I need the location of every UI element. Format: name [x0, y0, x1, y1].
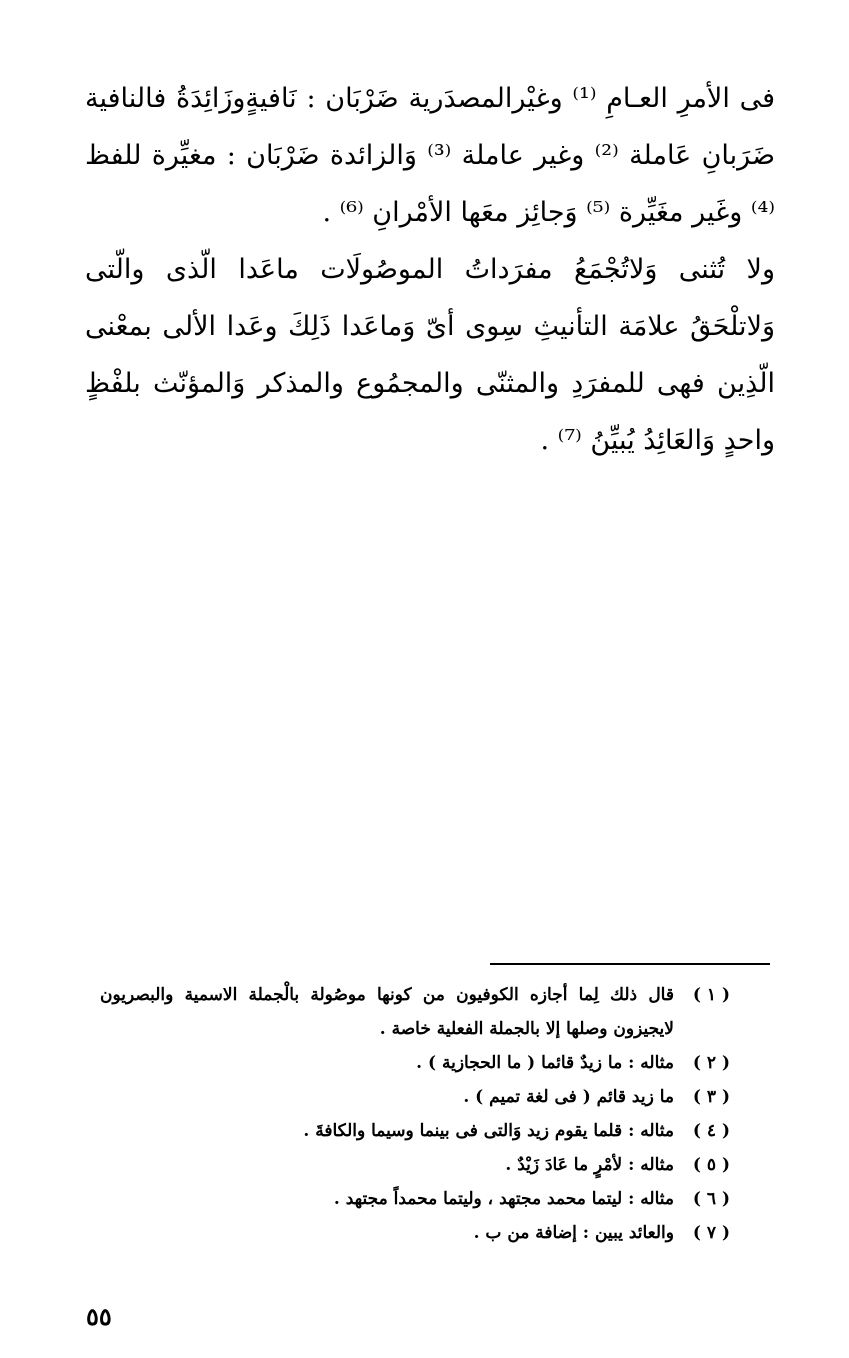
- footnote-7: [100, 1216, 730, 1250]
- footnote-5: [100, 1148, 730, 1182]
- footnote-number: ( ٣ ): [692, 1087, 730, 1107]
- footnote-2: [100, 1046, 730, 1080]
- footnote-text: والعائد يبين : إضافة من ب .: [473, 1223, 674, 1243]
- footnote-number: ( ١ ): [692, 985, 730, 1005]
- footnote-number: ( ٧ ): [692, 1223, 730, 1243]
- footnote-4: [100, 1114, 730, 1148]
- footnote-3: [100, 1080, 730, 1114]
- footnote-text: مثاله : ليتما محمد مجتهد ، وليتما محمداً مجتهد .: [333, 1189, 674, 1209]
- footnote-6: [100, 1182, 730, 1216]
- footnote-text: ما زيد قائم ( فى لغة تميم ) .: [463, 1087, 674, 1107]
- footnote-text: مثاله : لأمْرٍ ما عَادَ زَيْدٌ .: [505, 1155, 674, 1175]
- footnote-number: ( ٥ ): [692, 1155, 730, 1175]
- footnote-text: قال ذلك لِما أجازه الكوفيون من كونها موصُولة بالْجملة الاسمية والبصريون لايجيزون وصلها إلا بالجملة الفعلية خاصة .: [100, 985, 674, 1039]
- footnote-1: [100, 978, 730, 1046]
- footnote-number: ( ٢ ): [692, 1053, 730, 1073]
- footnote-number: ( ٦ ): [692, 1189, 730, 1209]
- footnote-text: مثاله : ما زيدٌ قائما ( ما الحجازية ) .: [416, 1053, 674, 1073]
- footnote-separator: [490, 963, 770, 965]
- paragraph-1: فى الأمرِ العـامِ ⁽¹⁾ وغيْرالمصدَرية ضَرْبَان : نَافيةٍوزَائِدَةُ فالنافية ضَرَبانِ عَاملة ⁽²⁾ وغير عاملة ⁽³⁾ وَالزائدة ضَرْبَان : مغيِّرة للفظ ⁽⁴⁾ وغَير مغَيِّرة ⁽⁵⁾ وَجائِز معَها الأمْرانِ ⁽⁶⁾ .: [85, 83, 775, 228]
- footnote-text: مثاله : قلما يقوم زيد وَالتى فى بينما وسيما والكافةَ .: [303, 1121, 674, 1141]
- page-number: ٥٥: [86, 1302, 112, 1331]
- footnote-number: ( ٤ ): [692, 1121, 730, 1141]
- main-text-block: [85, 70, 775, 469]
- paragraph-2: ولا تُثنى وَلاتُجْمَعُ مفرَداتُ الموصُولَات ماعَدا الّذى والّتى وَلاتلْحَقُ علامَة التأنيثِ سِوى أىّ وَماعَدا ذَلِكَ وعَدا الألى بمعْنى الّذِين فهى للمفرَدِ والمثنّى والمجمُوع والمذكر وَالمؤنّث بلفْظٍ واحدٍ وَالعَائِدُ يُبيِّنُ ⁽⁷⁾ .: [85, 254, 775, 456]
- footnotes: [100, 978, 730, 1250]
